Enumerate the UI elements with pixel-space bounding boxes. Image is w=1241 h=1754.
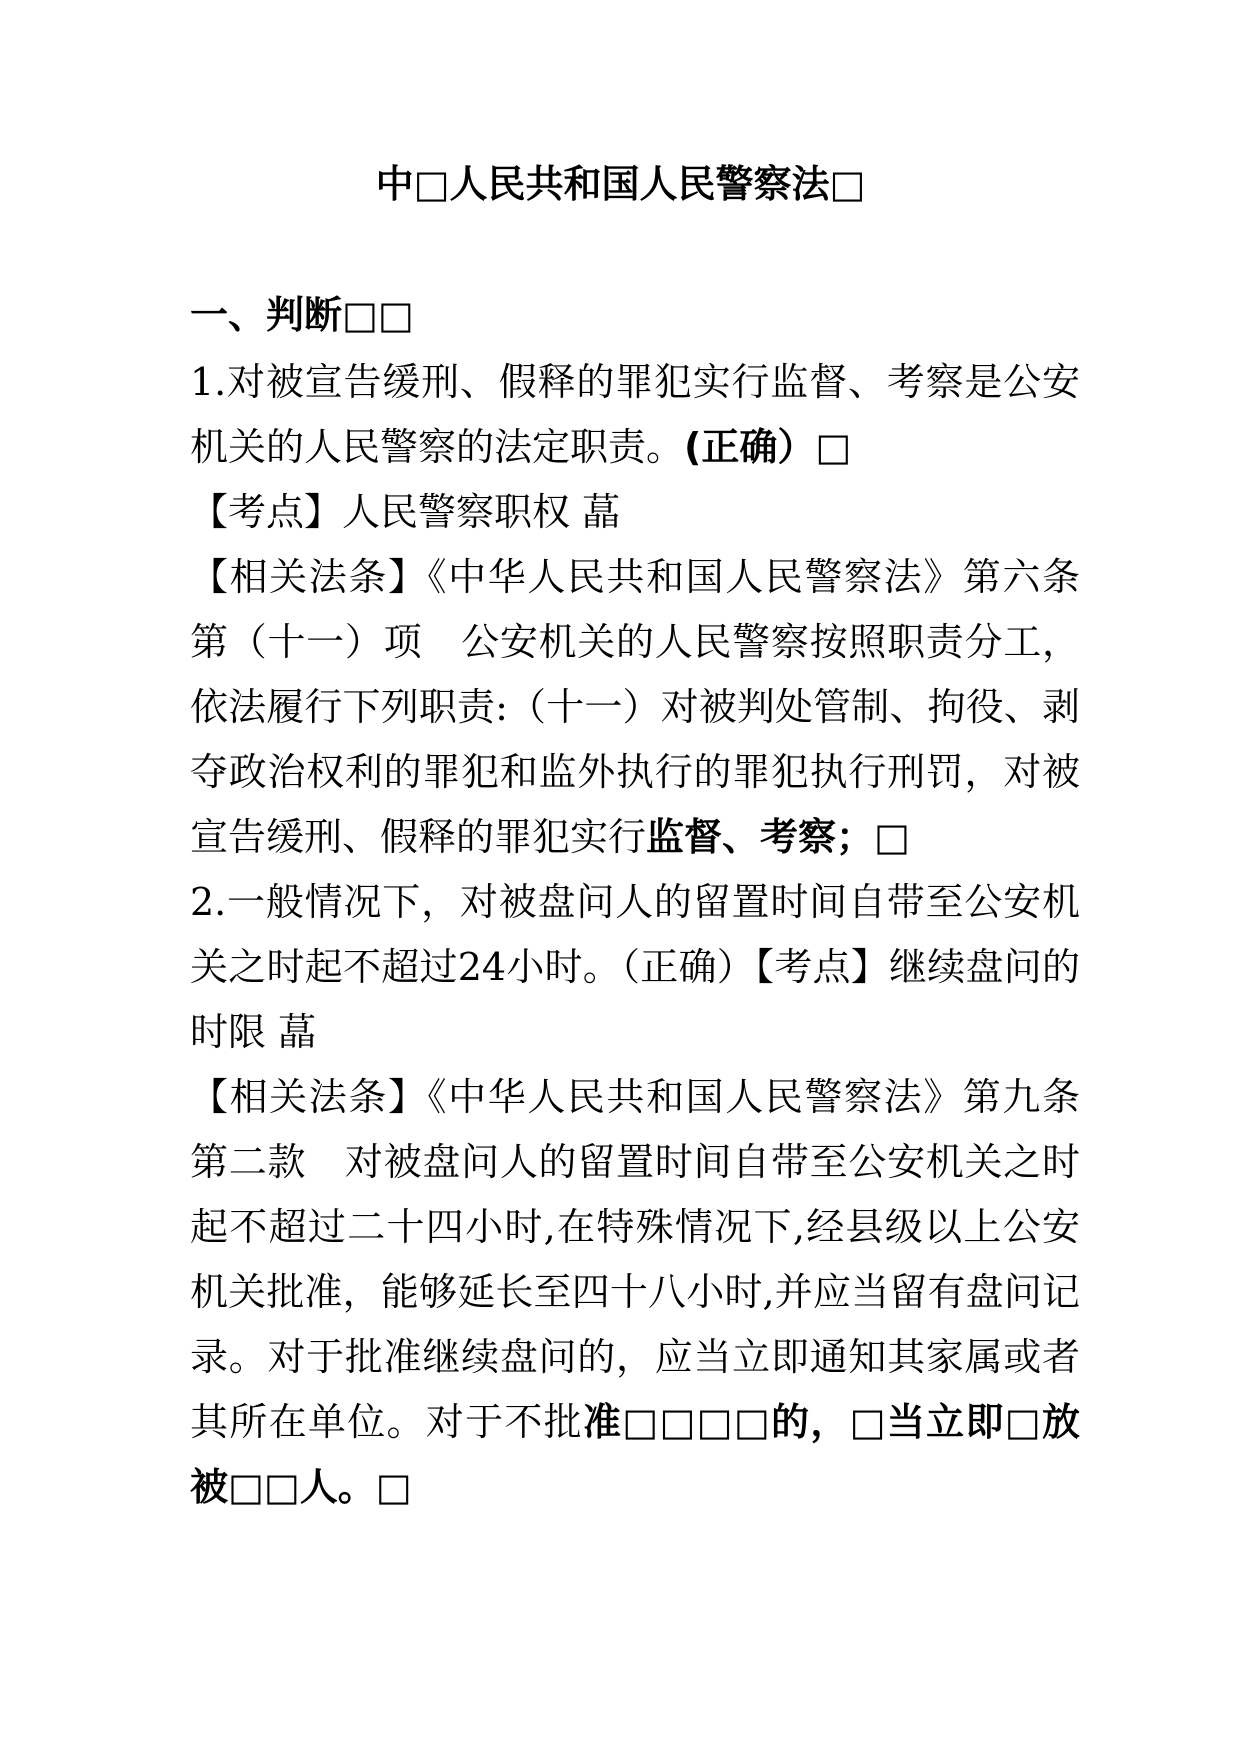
question-1-law-bold-tail: 监督、考察；□: [646, 815, 910, 859]
question-2: 2.一般情况下，对被盘问人的留置时间自带至公安机关之时起不超过24小时。（正确）【考点】继续盘问的时限 蕌: [190, 880, 1080, 1054]
document-body: [190, 350, 1080, 1520]
question-1-law-text: 【相关法条】《中华人民共和国人民警察法》第六条第（十一）项 公安机关的人民警察按照职责分工，依法履行下列职责:（十一）对被判处管制、拘役、剥夺政治权利的罪犯和监外执行的罪犯执行刑罚，对被宣告缓刑、假释的罪犯实行: [190, 555, 1080, 859]
question-1-knowledge-point: 【考点】人民警察职权 蕌: [190, 490, 621, 534]
section-heading: 一、判断□□: [190, 293, 414, 337]
question-2-law-text: 【相关法条】《中华人民共和国人民警察法》第九条第二款 对被盘问人的留置时间自带至公安机关之时起不超过二十四小时,在特殊情况下,经县级以上公安机关批准，能够延长至四十八小时,并应当留有盘问记录。对于批准继续盘问的，应当立即通知其家属或者其所在单位。对于不批: [190, 1075, 1080, 1444]
document-title: 中□人民共和国人民警察法□: [375, 162, 866, 206]
question-1-law-paragraph: [190, 545, 1080, 870]
question-1: [190, 350, 1080, 480]
question-1-answer: (正确）□: [684, 425, 852, 469]
question-1-text: 1.对被宣告缓刑、假释的罪犯实行监督、考察是公安机关的人民警察的法定职责。: [190, 360, 1080, 469]
question-2-law-paragraph: [190, 1065, 1080, 1520]
question-2-law-bold-tail: 准□□□□的，□当立即□放被□□人。□: [190, 1400, 1080, 1509]
